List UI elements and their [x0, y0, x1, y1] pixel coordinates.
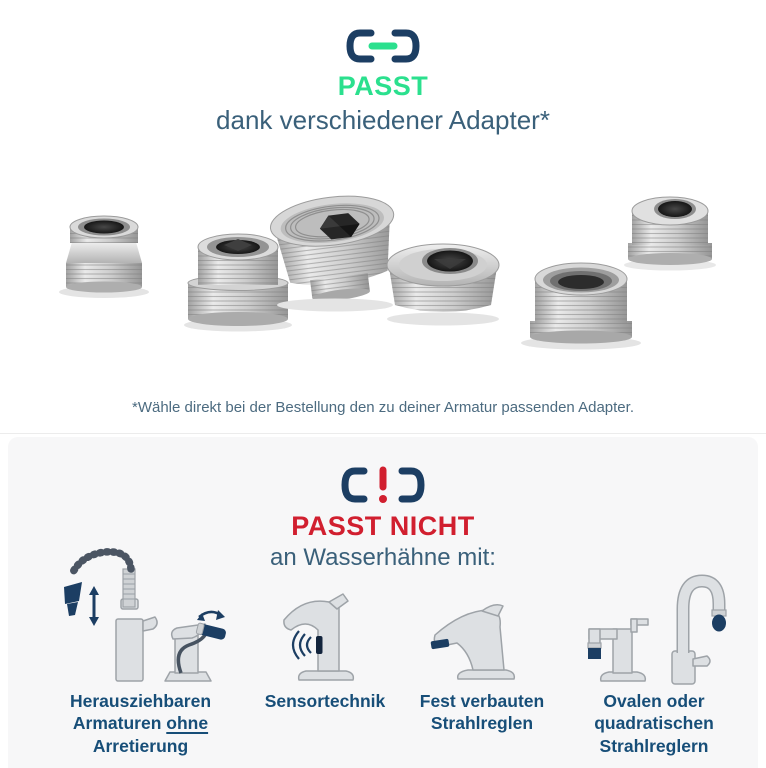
incompatible-items-row — [38, 543, 744, 757]
six-stainless-steel-adapters — [30, 165, 736, 377]
chain-link-icon-wrap — [0, 27, 766, 65]
chain-link-broken-exclamation-icon — [337, 463, 429, 507]
fits-not-title: PASST NICHT — [291, 511, 475, 541]
sensor-faucet-icon — [263, 543, 388, 685]
item-oval-square-aerator — [564, 543, 744, 757]
fits-title: PASST — [337, 71, 429, 101]
fits-not-subtitle: an Wasserhähne mit: — [270, 544, 496, 571]
underlined-word: ohne — [166, 713, 209, 734]
adapter-footnote: *Wähle direkt bei der Bestellung den zu deiner Armatur passenden Adapter. — [132, 399, 634, 416]
caption-oval-square: Ovalen oder quadratischen Strahlreglern — [594, 691, 714, 756]
caption-fixed-aerator: Fest verbauten Strahlreglen — [419, 691, 545, 734]
caption-sensor: Sensortechnik — [264, 691, 386, 711]
broken-link-icon-wrap — [8, 463, 758, 507]
section-divider — [0, 433, 766, 434]
caption-pullout: Herausziehbaren Armaturen ohne Arretierung — [69, 691, 212, 756]
item-sensor — [250, 543, 400, 757]
chain-link-connected-icon — [343, 27, 423, 65]
item-pullout-faucets — [38, 543, 243, 757]
fits-subtitle: dank verschiedener Adapter* — [216, 105, 550, 135]
fixed-aerator-faucet-icon — [420, 543, 545, 685]
oval-square-aerator-faucet-icon — [579, 543, 729, 685]
adapters-photo — [30, 165, 736, 377]
item-fixed-aerator — [407, 543, 557, 757]
pullout-faucet-icon — [53, 543, 228, 685]
fits-not-section — [8, 437, 758, 768]
